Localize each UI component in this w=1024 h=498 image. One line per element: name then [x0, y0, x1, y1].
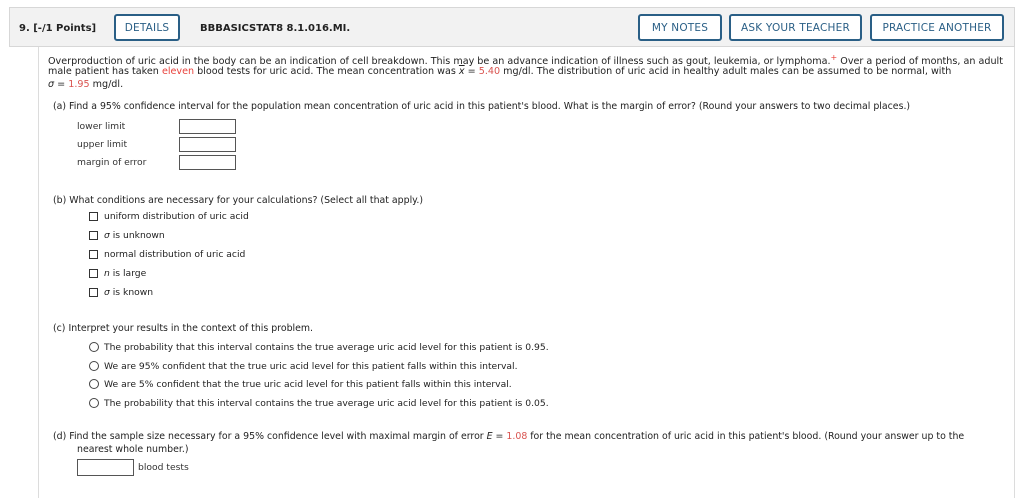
condition-checkbox[interactable] — [89, 250, 98, 259]
max-margin-value: 1.08 — [506, 431, 528, 442]
test-count: eleven — [161, 66, 195, 77]
condition-checkbox[interactable] — [89, 212, 98, 221]
intro-text: blood tests for uric acid. The mean concentration was — [194, 66, 459, 77]
part-a-prompt: (a) Find a 95% confidence interval for the population mean concentration of uric acid in this patient's blood. What is the margin of error? (Round your answers to two decimal places.) — [53, 101, 911, 112]
xbar-symbol: $\overline{x}$ — [458, 66, 465, 77]
sample-size-input[interactable] — [77, 459, 134, 476]
interpretation-radio[interactable] — [89, 361, 99, 371]
intro-text: Over a period of months, an adult — [837, 56, 1003, 68]
condition-label — [104, 268, 146, 279]
practice-another-button[interactable]: PRACTICE ANOTHER — [870, 14, 1004, 41]
question-header — [9, 7, 1015, 47]
part-d-text: (d) Find the sample size necessary for a 95% confidence level with maximal margin of error — [53, 431, 487, 442]
intro-line-2 — [48, 66, 951, 77]
condition-label — [104, 230, 165, 241]
part-c-prompt: (c) Interpret your results in the context of this problem. — [53, 323, 314, 334]
upper-limit-input[interactable] — [179, 137, 236, 152]
condition-label — [104, 249, 245, 260]
lower-limit-input[interactable] — [179, 119, 236, 134]
margin-symbol: E — [486, 431, 493, 442]
condition-symbol: σ — [104, 230, 110, 241]
sigma-symbol: σ = — [48, 79, 69, 90]
condition-text: is known — [109, 287, 154, 298]
footnote-link[interactable]: + — [830, 53, 838, 62]
intro-text: mg/dl. The distribution of uric acid in healthy adult males can be assumed to be normal, with — [500, 66, 952, 77]
upper-limit-label: upper limit — [77, 139, 128, 150]
condition-symbol: n — [104, 268, 110, 279]
condition-checkbox[interactable] — [89, 288, 98, 297]
problem-code: BBBASICSTAT8 8.1.016.MI. — [200, 23, 351, 34]
intro-line-3 — [48, 79, 123, 90]
margin-of-error-label: margin of error — [77, 157, 147, 168]
interpretation-label: We are 5% confident that the true uric acid level for this patient falls within this interval. — [104, 379, 512, 390]
equals-sign: = — [492, 431, 507, 442]
interpretation-radio[interactable] — [89, 398, 99, 408]
intro-text: male patient has taken — [48, 66, 162, 77]
interpretation-label: We are 95% confident that the true uric acid level for this patient falls within this interval. — [104, 361, 518, 372]
interpretation-radio[interactable] — [89, 379, 99, 389]
interpretation-label: The probability that this interval contains the true average uric acid level for this patient is 0.95. — [104, 342, 549, 353]
equals-sign: = — [464, 66, 479, 77]
part-b-prompt: (b) What conditions are necessary for your calculations? (Select all that apply.) — [53, 195, 424, 206]
condition-text: is unknown — [109, 230, 165, 241]
condition-label — [104, 211, 249, 222]
condition-symbol: σ — [104, 287, 110, 298]
my-notes-button[interactable]: MY NOTES — [638, 14, 722, 41]
part-d-prompt-line-2: nearest whole number.) — [77, 444, 189, 455]
margin-of-error-input[interactable] — [179, 155, 236, 170]
interpretation-radio[interactable] — [89, 342, 99, 352]
question-points: 9. [-/1 Points] — [19, 23, 97, 34]
intro-text: mg/dl. — [89, 79, 124, 90]
condition-text: normal distribution of uric acid — [104, 249, 246, 260]
condition-checkbox[interactable] — [89, 269, 98, 278]
sigma-value: 1.95 — [68, 79, 90, 90]
sample-mean: 5.40 — [478, 66, 501, 77]
condition-label — [104, 287, 153, 298]
condition-checkbox[interactable] — [89, 231, 98, 240]
condition-text: uniform distribution of uric acid — [104, 211, 249, 222]
condition-text: is large — [109, 268, 147, 279]
lower-limit-label: lower limit — [77, 121, 126, 132]
part-d-prompt-line-1 — [53, 431, 964, 442]
intro-text: Overproduction of uric acid in the body can be an indication of cell breakdown. This may be an advance indication of illness such as gout, leukemia, or lymphoma. — [48, 56, 831, 68]
part-d-text: for the mean concentration of uric acid in this patient's blood. (Round your answer up to the — [527, 431, 965, 442]
blood-tests-unit-label: blood tests — [138, 462, 189, 473]
details-button[interactable]: DETAILS — [114, 14, 180, 41]
interpretation-label: The probability that this interval contains the true average uric acid level for this patient is 0.05. — [104, 398, 549, 409]
ask-teacher-button[interactable]: ASK YOUR TEACHER — [729, 14, 862, 41]
